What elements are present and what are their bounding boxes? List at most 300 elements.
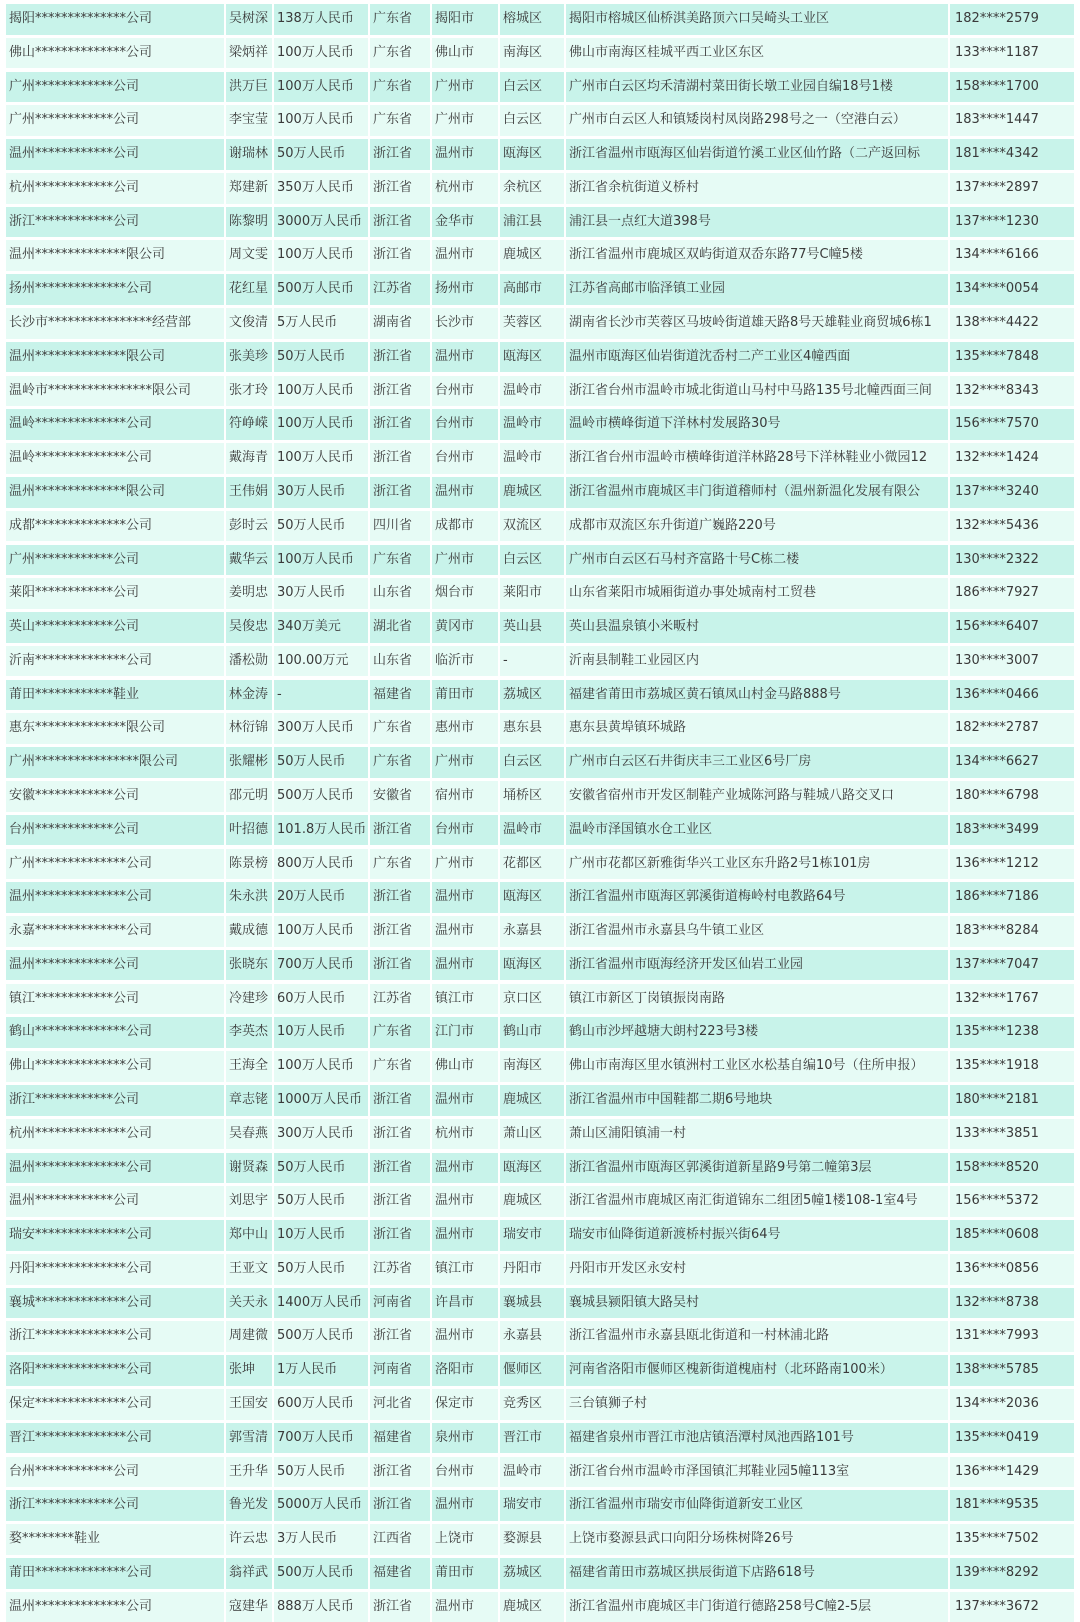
city-cell: 杭州市 <box>430 173 498 204</box>
legal-representative-cell: 张晓东 <box>224 950 272 981</box>
table-row <box>6 1186 1074 1217</box>
province-cell: 广东省 <box>368 72 430 103</box>
address-cell: 广州市白云区石马村齐富路十号C栋二楼 <box>564 545 948 576</box>
phone-cell: 132****8343 <box>948 376 1074 407</box>
table-row <box>6 747 1074 778</box>
province-cell: 广东省 <box>368 105 430 136</box>
table-row <box>6 139 1074 170</box>
address-cell: 瑞安市仙降街道新渡桥村振兴街64号 <box>564 1220 948 1251</box>
phone-cell: 130****3007 <box>948 646 1074 677</box>
registered-capital-cell: 5000万人民币 <box>272 1490 368 1521</box>
address-cell: 浙江省台州市温岭市泽国镇汇邦鞋业园5幢113室 <box>564 1457 948 1488</box>
address-cell: 浙江省温州市瑞安市仙降街道新安工业区 <box>564 1490 948 1521</box>
company-name-cell: 丹阳**************公司 <box>9 1260 153 1276</box>
city-cell: 上饶市 <box>430 1524 498 1555</box>
address-cell: 广州市白云区人和镇矮岗村凤岗路298号之一（空港白云） <box>564 105 948 136</box>
legal-representative-cell: 张坤 <box>224 1355 272 1386</box>
address-cell: 河南省洛阳市偃师区槐新街道槐庙村（北环路南100米） <box>564 1355 948 1386</box>
province-cell: 浙江省 <box>368 139 430 170</box>
province-cell: 福建省 <box>368 1423 430 1454</box>
company-name-cell: 台州************公司 <box>9 1463 140 1479</box>
registered-capital-cell: 10万人民币 <box>272 1017 368 1048</box>
legal-representative-cell: 吴春燕 <box>224 1119 272 1150</box>
phone-cell: 136****1212 <box>948 849 1074 880</box>
district-cell: 瑞安市 <box>498 1490 564 1521</box>
registered-capital-cell: 700万人民币 <box>272 950 368 981</box>
registered-capital-cell: 500万人民币 <box>272 274 368 305</box>
district-cell: 鹿城区 <box>498 1085 564 1116</box>
city-cell: 台州市 <box>430 376 498 407</box>
legal-representative-cell: 洪万巨 <box>224 72 272 103</box>
company-name-cell: 温州**************公司 <box>9 1159 153 1175</box>
registered-capital-cell: 50万人民币 <box>272 139 368 170</box>
province-cell: 江苏省 <box>368 984 430 1015</box>
table-row <box>6 1490 1074 1521</box>
district-cell: 南海区 <box>498 38 564 69</box>
city-cell: 广州市 <box>430 545 498 576</box>
city-cell: 揭阳市 <box>430 4 498 35</box>
registered-capital-cell: 50万人民币 <box>272 1153 368 1184</box>
city-cell: 惠州市 <box>430 713 498 744</box>
city-cell: 温州市 <box>430 477 498 508</box>
city-cell: 广州市 <box>430 747 498 778</box>
district-cell: 榕城区 <box>498 4 564 35</box>
legal-representative-cell: 吴俊忠 <box>224 612 272 643</box>
city-cell: 台州市 <box>430 815 498 846</box>
registered-capital-cell: 100万人民币 <box>272 72 368 103</box>
province-cell: 广东省 <box>368 38 430 69</box>
district-cell: 埇桥区 <box>498 781 564 812</box>
province-cell: 安徽省 <box>368 781 430 812</box>
registered-capital-cell: 50万人民币 <box>272 1254 368 1285</box>
legal-representative-cell: 符峥嵘 <box>224 409 272 440</box>
address-cell: 浙江省温州市瓯海区郭溪街道新星路9号第二幢第3层 <box>564 1153 948 1184</box>
registered-capital-cell: 800万人民币 <box>272 849 368 880</box>
registered-capital-cell: 3000万人民币 <box>272 207 368 238</box>
province-cell: 广东省 <box>368 849 430 880</box>
phone-cell: 137****3672 <box>948 1592 1074 1622</box>
city-cell: 扬州市 <box>430 274 498 305</box>
address-cell: 揭阳市榕城区仙桥淇美路顶六口吴崎头工业区 <box>564 4 948 35</box>
province-cell: 浙江省 <box>368 207 430 238</box>
city-cell: 镇江市 <box>430 984 498 1015</box>
address-cell: 浙江省温州市永嘉县乌牛镇工业区 <box>564 916 948 947</box>
address-cell: 浙江省温州市瓯海经济开发区仙岩工业园 <box>564 950 948 981</box>
province-cell: 浙江省 <box>368 1220 430 1251</box>
phone-cell: 137****3240 <box>948 477 1074 508</box>
address-cell: 江苏省高邮市临泽镇工业园 <box>564 274 948 305</box>
table-row <box>6 1051 1074 1082</box>
district-cell: 温岭市 <box>498 409 564 440</box>
legal-representative-cell: 文俊清 <box>224 308 272 339</box>
address-cell: 浙江省台州市温岭市横峰街道洋林路28号下洋林鞋业小微园12 <box>564 443 948 474</box>
province-cell: 广东省 <box>368 747 430 778</box>
table-row <box>6 916 1074 947</box>
province-cell: 浙江省 <box>368 1592 430 1622</box>
registered-capital-cell: 20万人民币 <box>272 882 368 913</box>
table-row <box>6 1389 1074 1420</box>
legal-representative-cell: 邵元明 <box>224 781 272 812</box>
city-cell: 台州市 <box>430 409 498 440</box>
address-cell: 福建省莆田市荔城区黄石镇凤山村金马路888号 <box>564 680 948 711</box>
company-name-cell: 温岭市****************限公司 <box>9 382 192 398</box>
registered-capital-cell: 101.8万人民币 <box>272 815 368 846</box>
company-name-cell: 温岭**************公司 <box>9 416 153 432</box>
address-cell: 温岭市泽国镇水仓工业区 <box>564 815 948 846</box>
registered-capital-cell: 500万人民币 <box>272 1321 368 1352</box>
address-cell: 浙江省温州市鹿城区丰门街道稽师村（温州新温化发展有限公 <box>564 477 948 508</box>
district-cell: 萧山区 <box>498 1119 564 1150</box>
province-cell: 江苏省 <box>368 1254 430 1285</box>
province-cell: 浙江省 <box>368 1186 430 1217</box>
province-cell: 浙江省 <box>368 1457 430 1488</box>
province-cell: 广东省 <box>368 1017 430 1048</box>
registered-capital-cell: 5万人民币 <box>272 308 368 339</box>
company-name-cell: 佛山**************公司 <box>9 1058 153 1074</box>
address-cell: 浙江省温州市永嘉县瓯北街道和一村林浦北路 <box>564 1321 948 1352</box>
province-cell: 四川省 <box>368 511 430 542</box>
city-cell: 保定市 <box>430 1389 498 1420</box>
city-cell: 温州市 <box>430 950 498 981</box>
company-name-cell: 鹤山**************公司 <box>9 1024 153 1040</box>
registered-capital-cell: 138万人民币 <box>272 4 368 35</box>
legal-representative-cell: 潘松勋 <box>224 646 272 677</box>
province-cell: 浙江省 <box>368 376 430 407</box>
registered-capital-cell: 700万人民币 <box>272 1423 368 1454</box>
table-row <box>6 815 1074 846</box>
registered-capital-cell: 100万人民币 <box>272 1051 368 1082</box>
table-row <box>6 1254 1074 1285</box>
company-name-cell: 佛山**************公司 <box>9 44 153 60</box>
city-cell: 杭州市 <box>430 1119 498 1150</box>
address-cell: 福建省莆田市荔城区拱辰街道下店路618号 <box>564 1558 948 1589</box>
legal-representative-cell: 周建微 <box>224 1321 272 1352</box>
district-cell: 襄城县 <box>498 1288 564 1319</box>
registered-capital-cell: 50万人民币 <box>272 1457 368 1488</box>
address-cell: 浙江省温州市鹿城区双屿街道双岙东路77号C幢5楼 <box>564 240 948 271</box>
legal-representative-cell: 张美珍 <box>224 342 272 373</box>
district-cell: 瑞安市 <box>498 1220 564 1251</box>
district-cell: 温岭市 <box>498 376 564 407</box>
district-cell: 温岭市 <box>498 815 564 846</box>
province-cell: 湖北省 <box>368 612 430 643</box>
province-cell: 浙江省 <box>368 815 430 846</box>
city-cell: 莆田市 <box>430 680 498 711</box>
table-row <box>6 4 1074 35</box>
phone-cell: 132****1767 <box>948 984 1074 1015</box>
registered-capital-cell: 350万人民币 <box>272 173 368 204</box>
legal-representative-cell: 戴海青 <box>224 443 272 474</box>
phone-cell: 134****2036 <box>948 1389 1074 1420</box>
registered-capital-cell: 50万人民币 <box>272 511 368 542</box>
address-cell: 丹阳市开发区永安村 <box>564 1254 948 1285</box>
legal-representative-cell: 戴成德 <box>224 916 272 947</box>
table-row <box>6 409 1074 440</box>
registered-capital-cell: 100万人民币 <box>272 240 368 271</box>
company-name-cell: 广州************公司 <box>9 112 140 128</box>
legal-representative-cell: 彭时云 <box>224 511 272 542</box>
city-cell: 温州市 <box>430 1186 498 1217</box>
legal-representative-cell: 花红星 <box>224 274 272 305</box>
table-row <box>6 1592 1074 1622</box>
registered-capital-cell: 1000万人民币 <box>272 1085 368 1116</box>
registered-capital-cell: 100万人民币 <box>272 376 368 407</box>
province-cell: 浙江省 <box>368 240 430 271</box>
city-cell: 许昌市 <box>430 1288 498 1319</box>
district-cell: 竞秀区 <box>498 1389 564 1420</box>
district-cell: 晋江市 <box>498 1423 564 1454</box>
phone-cell: 136****1429 <box>948 1457 1074 1488</box>
registered-capital-cell: 500万人民币 <box>272 1558 368 1589</box>
table-row <box>6 443 1074 474</box>
address-cell: 广州市白云区石井街庆丰三工业区6号厂房 <box>564 747 948 778</box>
company-name-cell: 浙江************公司 <box>9 1092 140 1107</box>
registered-capital-cell: 1万人民币 <box>272 1355 368 1386</box>
phone-cell: 130****2322 <box>948 545 1074 576</box>
province-cell: 浙江省 <box>368 1321 430 1352</box>
city-cell: 温州市 <box>430 916 498 947</box>
phone-cell: 137****7047 <box>948 950 1074 981</box>
table-row <box>6 173 1074 204</box>
company-name-cell: 长沙市****************经营部 <box>9 315 192 331</box>
company-name-cell: 温州**************公司 <box>9 889 153 905</box>
province-cell: 浙江省 <box>368 409 430 440</box>
province-cell: 浙江省 <box>368 477 430 508</box>
district-cell: 南海区 <box>498 1051 564 1082</box>
legal-representative-cell: 林衍锦 <box>224 713 272 744</box>
table-row <box>6 1085 1074 1116</box>
company-name-cell: 温州**************限公司 <box>9 247 166 263</box>
table-row <box>6 1558 1074 1589</box>
phone-cell: 183****1447 <box>948 105 1074 136</box>
legal-representative-cell: 姜明忠 <box>224 578 272 609</box>
company-name-cell: 温州**************限公司 <box>9 348 166 364</box>
district-cell: 瓯海区 <box>498 1153 564 1184</box>
table-row <box>6 1321 1074 1352</box>
phone-cell: 133****1187 <box>948 38 1074 69</box>
district-cell: 永嘉县 <box>498 1321 564 1352</box>
phone-cell: 137****1230 <box>948 207 1074 238</box>
table-row <box>6 1119 1074 1150</box>
district-cell: 莱阳市 <box>498 578 564 609</box>
registered-capital-cell: 50万人民币 <box>272 747 368 778</box>
city-cell: 莆田市 <box>430 1558 498 1589</box>
legal-representative-cell: 叶招德 <box>224 815 272 846</box>
address-cell: 浙江省温州市瓯海区仙岩街道竹溪工业区仙竹路（二产返回标 <box>564 139 948 170</box>
city-cell: 广州市 <box>430 849 498 880</box>
district-cell: 白云区 <box>498 105 564 136</box>
province-cell: 山东省 <box>368 578 430 609</box>
province-cell: 广东省 <box>368 545 430 576</box>
address-cell: 浙江省余杭街道义桥村 <box>564 173 948 204</box>
district-cell: 英山县 <box>498 612 564 643</box>
province-cell: 浙江省 <box>368 1153 430 1184</box>
registered-capital-cell: 300万人民币 <box>272 1119 368 1150</box>
company-name-cell: 浙江************公司 <box>9 1497 140 1513</box>
registered-capital-cell: 340万美元 <box>272 612 368 643</box>
phone-cell: 134****6627 <box>948 747 1074 778</box>
city-cell: 温州市 <box>430 1153 498 1184</box>
address-cell: 安徽省宿州市开发区制鞋产业城陈河路与鞋城八路交叉口 <box>564 781 948 812</box>
district-cell: - <box>498 646 564 677</box>
company-name-cell: 英山************公司 <box>9 619 140 635</box>
city-cell: 江门市 <box>430 1017 498 1048</box>
address-cell: 佛山市南海区里水镇洲村工业区水松基自编10号（住所申报） <box>564 1051 948 1082</box>
legal-representative-cell: 李英杰 <box>224 1017 272 1048</box>
table-row <box>6 545 1074 576</box>
phone-cell: 138****5785 <box>948 1355 1074 1386</box>
legal-representative-cell: 翁祥武 <box>224 1558 272 1589</box>
province-cell: 浙江省 <box>368 443 430 474</box>
district-cell: 高邮市 <box>498 274 564 305</box>
phone-cell: 156****6407 <box>948 612 1074 643</box>
legal-representative-cell: 戴华云 <box>224 545 272 576</box>
address-cell: 浙江省温州市鹿城区丰门街道行德路258号C幢2-5层 <box>564 1592 948 1622</box>
address-cell: 浙江省温州市鹿城区南汇街道锦东二组团5幢1楼108-1室4号 <box>564 1186 948 1217</box>
company-name-cell: 广州************公司 <box>9 78 140 94</box>
district-cell: 婺源县 <box>498 1524 564 1555</box>
table-row <box>6 612 1074 643</box>
registered-capital-cell: 10万人民币 <box>272 1220 368 1251</box>
province-cell: 江苏省 <box>368 274 430 305</box>
district-cell: 花都区 <box>498 849 564 880</box>
city-cell: 镇江市 <box>430 1254 498 1285</box>
address-cell: 三台镇狮子村 <box>564 1389 948 1420</box>
company-name-cell: 温州************公司 <box>9 956 140 972</box>
province-cell: 河南省 <box>368 1355 430 1386</box>
legal-representative-cell: 鲁光发 <box>224 1490 272 1521</box>
district-cell: 白云区 <box>498 747 564 778</box>
company-name-cell: 瑞安**************公司 <box>9 1227 153 1243</box>
province-cell: 浙江省 <box>368 342 430 373</box>
registered-capital-cell: 60万人民币 <box>272 984 368 1015</box>
address-cell: 浙江省温州市瓯海区郭溪街道梅岭村电教路64号 <box>564 882 948 913</box>
address-cell: 浦江县一点红大道398号 <box>564 207 948 238</box>
province-cell: 广东省 <box>368 4 430 35</box>
legal-representative-cell: 林金涛 <box>224 680 272 711</box>
district-cell: 瓯海区 <box>498 139 564 170</box>
province-cell: 山东省 <box>368 646 430 677</box>
legal-representative-cell: 关天永 <box>224 1288 272 1319</box>
phone-cell: 138****4422 <box>948 308 1074 339</box>
province-cell: 浙江省 <box>368 916 430 947</box>
company-name-cell: 惠东**************限公司 <box>9 720 166 736</box>
province-cell: 湖南省 <box>368 308 430 339</box>
district-cell: 瓯海区 <box>498 950 564 981</box>
city-cell: 温州市 <box>430 1085 498 1116</box>
company-name-cell: 浙江**************公司 <box>9 1328 153 1344</box>
legal-representative-cell: 梁炳祥 <box>224 38 272 69</box>
phone-cell: 131****7993 <box>948 1321 1074 1352</box>
table-row <box>6 1017 1074 1048</box>
table-row <box>6 1524 1074 1555</box>
registered-capital-cell: 100万人民币 <box>272 443 368 474</box>
phone-cell: 136****0856 <box>948 1254 1074 1285</box>
phone-cell: 158****1700 <box>948 72 1074 103</box>
phone-cell: 156****7570 <box>948 409 1074 440</box>
city-cell: 长沙市 <box>430 308 498 339</box>
phone-cell: 132****5436 <box>948 511 1074 542</box>
company-name-cell: 莆田**************公司 <box>9 1564 153 1580</box>
district-cell: 荔城区 <box>498 680 564 711</box>
company-name-cell: 温州**************公司 <box>9 1598 153 1614</box>
phone-cell: 135****7848 <box>948 342 1074 373</box>
legal-representative-cell: 郑建新 <box>224 173 272 204</box>
legal-representative-cell: 章志铑 <box>224 1085 272 1116</box>
company-name-cell: 襄城**************公司 <box>9 1294 153 1310</box>
address-cell: 山东省莱阳市城厢街道办事处城南村工贸巷 <box>564 578 948 609</box>
table-row <box>6 511 1074 542</box>
registered-capital-cell: 100.00万元 <box>272 646 368 677</box>
company-name-cell: 台州************公司 <box>9 821 140 837</box>
address-cell: 英山县温泉镇小米畈村 <box>564 612 948 643</box>
city-cell: 温州市 <box>430 1321 498 1352</box>
city-cell: 泉州市 <box>430 1423 498 1454</box>
table-row <box>6 308 1074 339</box>
phone-cell: 136****0466 <box>948 680 1074 711</box>
address-cell: 镇江市新区丁岗镇振岗南路 <box>564 984 948 1015</box>
phone-cell: 135****7502 <box>948 1524 1074 1555</box>
table-row <box>6 1288 1074 1319</box>
district-cell: 鹿城区 <box>498 1186 564 1217</box>
company-name-cell: 洛阳**************公司 <box>9 1362 153 1378</box>
legal-representative-cell: 王伟娟 <box>224 477 272 508</box>
legal-representative-cell: 冷建珍 <box>224 984 272 1015</box>
company-name-cell: 成都**************公司 <box>9 517 153 533</box>
company-name-cell: 温州************公司 <box>9 146 140 162</box>
phone-cell: 186****7186 <box>948 882 1074 913</box>
district-cell: 鹿城区 <box>498 1592 564 1622</box>
company-name-cell: 安徽************公司 <box>9 787 140 803</box>
address-cell: 湖南省长沙市芙蓉区马坡岭街道雄天路8号天雄鞋业商贸城6栋1 <box>564 308 948 339</box>
table-row <box>6 1220 1074 1251</box>
phone-cell: 181****4342 <box>948 139 1074 170</box>
province-cell: 浙江省 <box>368 173 430 204</box>
city-cell: 临沂市 <box>430 646 498 677</box>
city-cell: 宿州市 <box>430 781 498 812</box>
company-name-cell: 温岭**************公司 <box>9 450 153 466</box>
province-cell: 广东省 <box>368 1051 430 1082</box>
company-name-cell: 杭州************公司 <box>9 179 140 195</box>
table-row <box>6 274 1074 305</box>
registered-capital-cell: 50万人民币 <box>272 1186 368 1217</box>
district-cell: 京口区 <box>498 984 564 1015</box>
province-cell: 江西省 <box>368 1524 430 1555</box>
legal-representative-cell: 王海全 <box>224 1051 272 1082</box>
legal-representative-cell: 王亚文 <box>224 1254 272 1285</box>
phone-cell: 158****8520 <box>948 1153 1074 1184</box>
district-cell: 鹤山市 <box>498 1017 564 1048</box>
table-row <box>6 849 1074 880</box>
company-name-cell: 广州****************限公司 <box>9 754 179 770</box>
phone-cell: 133****3851 <box>948 1119 1074 1150</box>
district-cell: 芙蓉区 <box>498 308 564 339</box>
table-row <box>6 713 1074 744</box>
province-cell: 福建省 <box>368 680 430 711</box>
phone-cell: 134****6166 <box>948 240 1074 271</box>
table-row <box>6 72 1074 103</box>
company-name-cell: 镇江************公司 <box>9 990 140 1006</box>
table-row <box>6 376 1074 407</box>
phone-cell: 180****6798 <box>948 781 1074 812</box>
district-cell: 瓯海区 <box>498 342 564 373</box>
city-cell: 佛山市 <box>430 38 498 69</box>
city-cell: 洛阳市 <box>430 1355 498 1386</box>
city-cell: 温州市 <box>430 1592 498 1622</box>
address-cell: 惠东县黄埠镇环城路 <box>564 713 948 744</box>
company-name-cell: 莆田************鞋业 <box>9 686 140 702</box>
legal-representative-cell: 陈黎明 <box>224 207 272 238</box>
